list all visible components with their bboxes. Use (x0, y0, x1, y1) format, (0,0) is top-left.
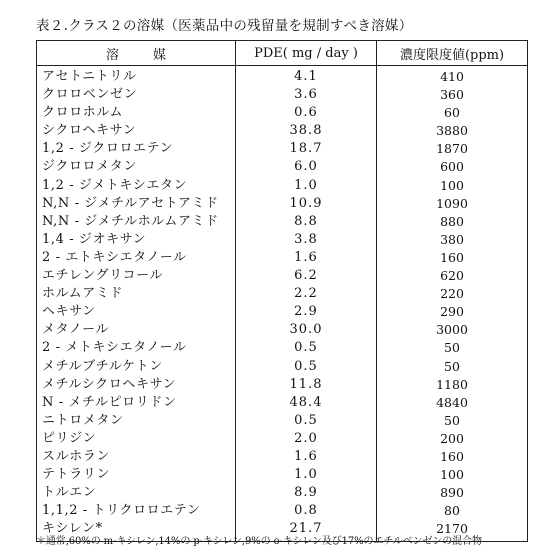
pde-value-cell: 0.8 (236, 502, 377, 520)
pde-value-cell: 6.0 (236, 158, 377, 176)
limit-value-cell: 600 (377, 158, 528, 176)
table-row (37, 484, 528, 502)
limit-value-cell: 1180 (377, 376, 528, 394)
pde-value-cell: 48.4 (236, 394, 377, 412)
limit-value-cell: 360 (377, 86, 528, 104)
pde-value-cell: 1.0 (236, 466, 377, 484)
table-row (37, 466, 528, 484)
table-row (37, 394, 528, 412)
solvent-name-cell: メチルブチルケトン (37, 358, 236, 376)
solvent-name-cell: 1,4 - ジオキサン (37, 231, 236, 249)
header-pde: PDE( mg / day ) (236, 41, 377, 66)
table-row (37, 502, 528, 520)
solvent-table (36, 40, 528, 542)
pde-value-cell: 38.8 (236, 122, 377, 140)
limit-value-cell: 160 (377, 249, 528, 267)
solvent-table-container (36, 40, 527, 542)
limit-value-cell: 380 (377, 231, 528, 249)
limit-value-cell: 880 (377, 213, 528, 231)
limit-value-cell: 1870 (377, 140, 528, 158)
table-body (37, 66, 528, 542)
table-row (37, 412, 528, 430)
pde-value-cell: 0.5 (236, 339, 377, 357)
pde-value-cell: 1.6 (236, 249, 377, 267)
limit-value-cell: 100 (377, 466, 528, 484)
limit-value-cell: 410 (377, 66, 528, 87)
pde-value-cell: 0.5 (236, 358, 377, 376)
pde-value-cell: 2.0 (236, 430, 377, 448)
pde-value-cell: 8.8 (236, 213, 377, 231)
solvent-name-cell: 1,2 - ジメトキシエタン (37, 177, 236, 195)
table-row (37, 195, 528, 213)
solvent-name-cell: 2 - メトキシエタノール (37, 339, 236, 357)
table-row (37, 104, 528, 122)
limit-value-cell: 50 (377, 339, 528, 357)
table-row (37, 358, 528, 376)
limit-value-cell: 80 (377, 502, 528, 520)
limit-value-cell: 3000 (377, 321, 528, 339)
solvent-name-cell: 2 - エトキシエタノール (37, 249, 236, 267)
table-row (37, 303, 528, 321)
solvent-name-cell: アセトニトリル (37, 66, 236, 87)
limit-value-cell: 50 (377, 412, 528, 430)
solvent-name-cell: ホルムアミド (37, 285, 236, 303)
pde-value-cell: 4.1 (236, 66, 377, 87)
limit-value-cell: 50 (377, 358, 528, 376)
limit-value-cell: 890 (377, 484, 528, 502)
limit-value-cell: 1090 (377, 195, 528, 213)
table-caption: 表２.クラス２の溶媒（医薬品中の残留量を規制すべき溶媒） (36, 18, 413, 34)
table-row (37, 66, 528, 87)
solvent-name-cell: クロロホルム (37, 104, 236, 122)
solvent-name-cell: N,N - ジメチルホルムアミド (37, 213, 236, 231)
solvent-name-cell: テトラリン (37, 466, 236, 484)
solvent-name-cell: スルホラン (37, 448, 236, 466)
solvent-name-cell: クロロベンゼン (37, 86, 236, 104)
pde-value-cell: 30.0 (236, 321, 377, 339)
table-header-row (37, 41, 528, 66)
table-row (37, 231, 528, 249)
solvent-name-cell: メチルシクロヘキサン (37, 376, 236, 394)
limit-value-cell: 2170 (377, 520, 528, 542)
pde-value-cell: 2.2 (236, 285, 377, 303)
solvent-name-cell: ジクロロメタン (37, 158, 236, 176)
pde-value-cell: 6.2 (236, 267, 377, 285)
pde-value-cell: 21.7 (236, 520, 377, 542)
limit-value-cell: 200 (377, 430, 528, 448)
solvent-name-cell: メタノール (37, 321, 236, 339)
table-row (37, 285, 528, 303)
pde-value-cell: 1.0 (236, 177, 377, 195)
pde-value-cell: 0.5 (236, 412, 377, 430)
pde-value-cell: 10.9 (236, 195, 377, 213)
table-row (37, 339, 528, 357)
solvent-name-cell: N - メチルピロリドン (37, 394, 236, 412)
limit-value-cell: 620 (377, 267, 528, 285)
solvent-name-cell: シクロヘキサン (37, 122, 236, 140)
table-row (37, 430, 528, 448)
table-row (37, 321, 528, 339)
table-row (37, 86, 528, 104)
limit-value-cell: 60 (377, 104, 528, 122)
solvent-name-cell: ピリジン (37, 430, 236, 448)
table-row (37, 140, 528, 158)
solvent-name-cell: トルエン (37, 484, 236, 502)
limit-value-cell: 160 (377, 448, 528, 466)
table-row (37, 177, 528, 195)
pde-value-cell: 0.6 (236, 104, 377, 122)
header-concentration-limit: 濃度限度値(ppm) (377, 41, 528, 66)
solvent-name-cell: ヘキサン (37, 303, 236, 321)
solvent-name-cell: 1,1,2 - トリクロロエテン (37, 502, 236, 520)
pde-value-cell: 1.6 (236, 448, 377, 466)
solvent-name-cell: ニトロメタン (37, 412, 236, 430)
table-row (37, 249, 528, 267)
table-row (37, 448, 528, 466)
solvent-name-cell: エチレングリコール (37, 267, 236, 285)
solvent-name-cell: 1,2 - ジクロロエテン (37, 140, 236, 158)
pde-value-cell: 2.9 (236, 303, 377, 321)
pde-value-cell: 3.6 (236, 86, 377, 104)
limit-value-cell: 4840 (377, 394, 528, 412)
footnote: ＊通常,60%の m-キシレン,14%の p-キシレン,9%の o-キシレン及び17%のエチルベンゼンの混合物 (36, 536, 482, 547)
table-row (37, 122, 528, 140)
header-solvent: 溶媒 (37, 41, 236, 66)
pde-value-cell: 3.8 (236, 231, 377, 249)
table-row (37, 213, 528, 231)
pde-value-cell: 8.9 (236, 484, 377, 502)
pde-value-cell: 18.7 (236, 140, 377, 158)
limit-value-cell: 3880 (377, 122, 528, 140)
limit-value-cell: 220 (377, 285, 528, 303)
pde-value-cell: 11.8 (236, 376, 377, 394)
solvent-name-cell: N,N - ジメチルアセトアミド (37, 195, 236, 213)
limit-value-cell: 290 (377, 303, 528, 321)
table-row (37, 267, 528, 285)
table-row (37, 376, 528, 394)
solvent-name-cell: キシレン* (37, 520, 236, 542)
table-row (37, 158, 528, 176)
limit-value-cell: 100 (377, 177, 528, 195)
